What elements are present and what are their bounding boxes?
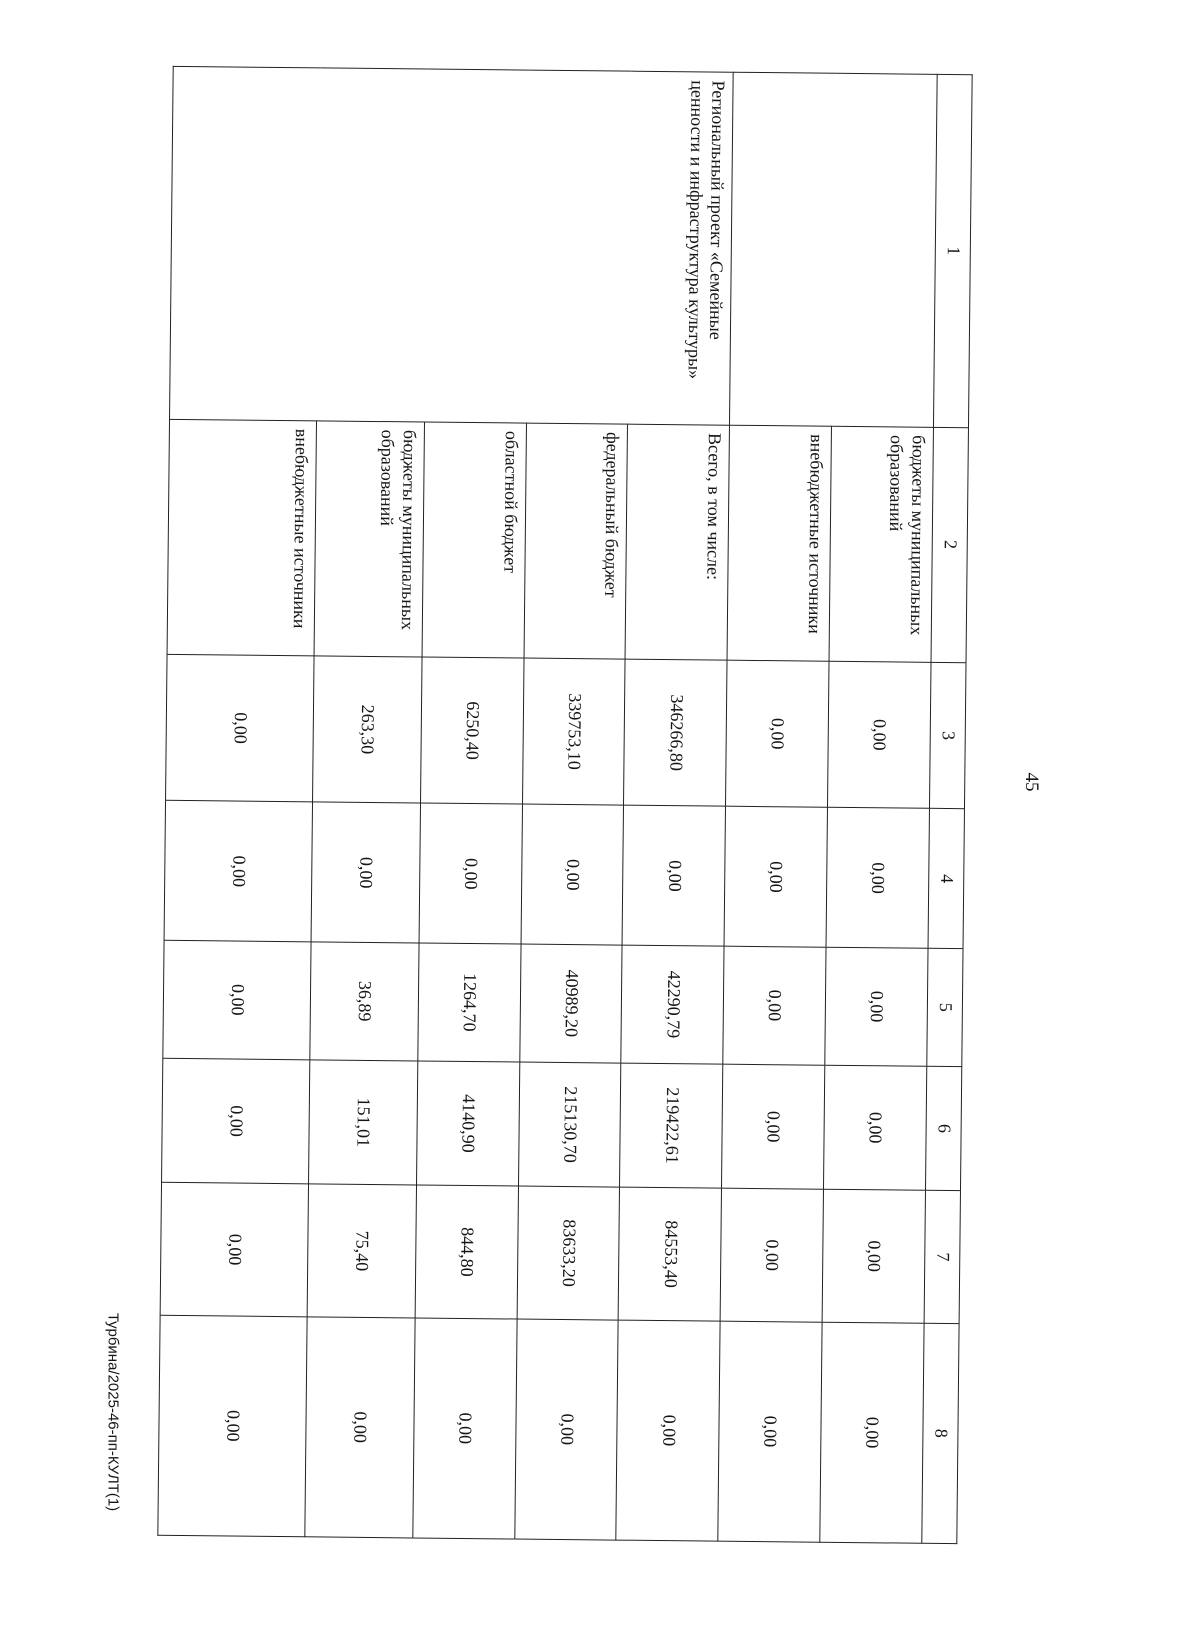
value-cell: 4140,90 — [416, 1061, 519, 1187]
column-number: 1 — [933, 74, 972, 427]
value-cell: 0,00 — [622, 806, 725, 947]
column-number: 8 — [922, 1323, 959, 1544]
value-cell: 0,00 — [160, 1183, 309, 1317]
value-cell: 0,00 — [162, 1058, 311, 1184]
table-row — [820, 73, 937, 1543]
funding-source-cell: внебюджетные источники — [727, 425, 831, 661]
project-title-cell: Региональный проект «Семейные ценности и инфраструктура культуры» — [170, 66, 734, 424]
column-number: 7 — [924, 1191, 960, 1324]
value-cell: 215130,70 — [518, 1062, 621, 1188]
column-number: 2 — [931, 427, 969, 662]
value-cell: 0,00 — [828, 661, 931, 809]
value-cell: 0,00 — [723, 946, 826, 1065]
funding-source-cell: внебюджетные источники — [167, 419, 317, 656]
value-cell: 40989,20 — [519, 944, 622, 1063]
funding-source-cell: бюджеты муниципальных образований — [829, 426, 933, 662]
value-cell: 844,80 — [415, 1185, 518, 1318]
value-cell: 0,00 — [311, 802, 420, 943]
budget-table-container — [157, 66, 972, 1544]
column-number: 3 — [929, 662, 966, 809]
page-number: 45 — [1021, 772, 1042, 792]
funding-source-cell: областной бюджет — [422, 422, 526, 658]
value-cell: 0,00 — [158, 1315, 308, 1537]
value-cell: 0,00 — [163, 940, 311, 1059]
value-cell: 84553,40 — [619, 1187, 722, 1320]
value-cell: 75,40 — [307, 1184, 416, 1317]
value-cell: 0,00 — [826, 808, 929, 949]
budget-table — [157, 66, 972, 1544]
value-cell: 0,00 — [164, 801, 313, 942]
value-cell: 219422,61 — [620, 1063, 723, 1189]
value-cell: 0,00 — [824, 1065, 927, 1191]
value-cell: 0,00 — [822, 1190, 925, 1323]
value-cell: 0,00 — [616, 1320, 720, 1541]
column-number: 5 — [927, 948, 963, 1066]
value-cell: 6250,40 — [420, 657, 523, 805]
value-cell: 346266,80 — [624, 659, 727, 807]
value-cell: 0,00 — [419, 803, 522, 944]
funding-source-cell: бюджеты муниципальных образований — [314, 420, 424, 656]
value-cell: 0,00 — [521, 805, 624, 946]
value-cell: 83633,20 — [517, 1186, 620, 1319]
value-cell: 151,01 — [309, 1059, 418, 1185]
value-cell: 0,00 — [722, 1064, 825, 1190]
value-cell: 0,00 — [726, 660, 829, 808]
funding-source-cell: Всего, в том числе: — [625, 424, 729, 660]
value-cell: 0,00 — [825, 947, 928, 1066]
value-cell: 0,00 — [724, 807, 827, 948]
continued-item-cell — [730, 72, 937, 427]
value-cell: 1264,70 — [418, 943, 521, 1062]
column-number: 6 — [925, 1066, 961, 1191]
column-number: 4 — [928, 809, 965, 949]
value-cell: 0,00 — [514, 1319, 618, 1540]
value-cell: 0,00 — [305, 1316, 415, 1538]
table-row — [616, 71, 733, 1541]
value-cell: 339753,10 — [522, 658, 625, 806]
value-cell: 42290,79 — [621, 945, 724, 1064]
value-cell: 0,00 — [718, 1321, 822, 1542]
value-cell: 0,00 — [166, 654, 315, 802]
document-footer: Турбина/2025-46-пп-КУЛТ(1) — [104, 1312, 122, 1512]
value-cell: 263,30 — [313, 655, 422, 803]
value-cell: 0,00 — [820, 1322, 924, 1543]
funding-source-cell: федеральный бюджет — [524, 423, 628, 659]
value-cell: 0,00 — [413, 1318, 517, 1539]
value-cell: 36,89 — [310, 942, 419, 1061]
value-cell: 0,00 — [720, 1189, 823, 1322]
